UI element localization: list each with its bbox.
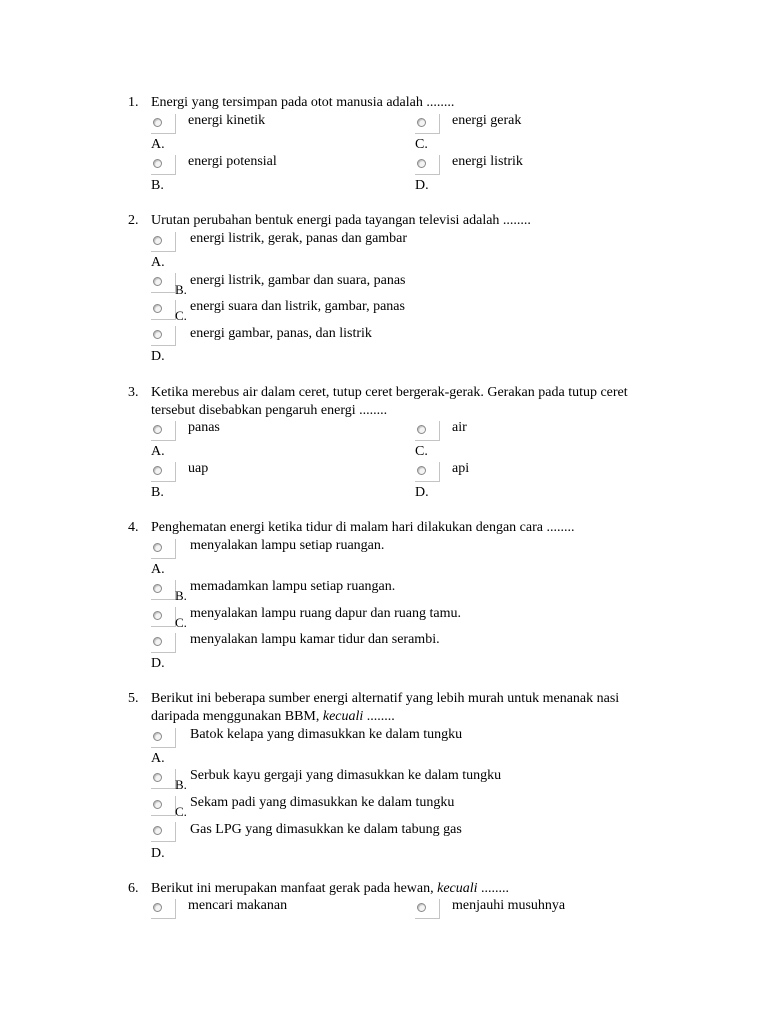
option-letter-d: D. <box>151 656 165 671</box>
option-letter-d: D. <box>151 846 165 861</box>
radio-option-d[interactable] <box>415 155 440 175</box>
radio-option-b[interactable] <box>151 155 176 175</box>
question-text-emphasis: kecuali <box>437 881 478 896</box>
radio-option-a[interactable] <box>151 114 176 134</box>
option-label-b: energi listrik, gambar dan suara, panas <box>190 273 406 288</box>
question-text <box>151 880 509 897</box>
radio-circle-icon <box>153 611 162 620</box>
radio-option-a[interactable] <box>151 232 176 252</box>
option-letter-b: B. <box>175 282 187 297</box>
question-text-pre: Berikut ini merupakan manfaat gerak pada hewan, <box>151 881 438 896</box>
question-text: Energi yang tersimpan pada otot manusia adalah ........ <box>151 95 455 110</box>
option-letter-d: D. <box>151 349 165 364</box>
radio-circle-icon <box>417 466 426 475</box>
option-label-a: panas <box>188 420 220 435</box>
option-label-b: energi potensial <box>188 154 277 169</box>
question-number: 1. <box>128 95 139 110</box>
radio-circle-icon <box>153 903 162 912</box>
question-text-line-1: Berikut ini beberapa sumber energi alternatif yang lebih murah untuk menanak nasi <box>151 691 620 706</box>
option-letter-c: C. <box>415 444 428 459</box>
question-text-line-2: tersebut disebabkan pengaruh energi ........ <box>151 403 388 418</box>
question-text-post: ........ <box>363 709 395 724</box>
option-letter-d: D. <box>415 178 429 193</box>
option-label-a: energi kinetik <box>188 113 266 128</box>
option-label-b: uap <box>188 461 209 476</box>
radio-circle-icon <box>417 425 426 434</box>
question-number: 5. <box>128 691 139 706</box>
option-letter-c: C. <box>415 137 428 152</box>
option-letter-c: C. <box>175 308 187 323</box>
question-number: 6. <box>128 881 139 896</box>
radio-circle-icon <box>153 304 162 313</box>
radio-circle-icon <box>153 118 162 127</box>
option-letter-b: B. <box>151 485 164 500</box>
radio-option-c[interactable] <box>415 899 440 919</box>
question-number: 4. <box>128 520 139 535</box>
option-letter-d: D. <box>415 485 429 500</box>
option-label-c: menjauhi musuhnya <box>452 898 566 913</box>
radio-circle-icon <box>417 903 426 912</box>
option-letter-b: B. <box>175 588 187 603</box>
radio-circle-icon <box>153 425 162 434</box>
radio-option-a[interactable] <box>151 421 176 441</box>
radio-option-d[interactable] <box>415 462 440 482</box>
option-letter-a: A. <box>151 137 165 152</box>
option-label-d: energi listrik <box>452 154 523 169</box>
option-label-c: Sekam padi yang dimasukkan ke dalam tungku <box>190 795 455 810</box>
question-text: Penghematan energi ketika tidur di malam hari dilakukan dengan cara ........ <box>151 520 575 535</box>
radio-option-a[interactable] <box>151 728 176 748</box>
option-letter-b: B. <box>175 777 187 792</box>
option-label-a: energi listrik, gerak, panas dan gambar <box>190 231 408 246</box>
radio-option-d[interactable] <box>151 326 176 346</box>
question-text-line-1: Ketika merebus air dalam ceret, tutup ceret bergerak-gerak. Gerakan pada tutup ceret <box>151 385 628 400</box>
radio-option-c[interactable] <box>151 607 176 627</box>
option-label-d: api <box>452 461 470 476</box>
radio-circle-icon <box>153 826 162 835</box>
radio-option-c[interactable] <box>415 114 440 134</box>
question-number: 2. <box>128 213 139 228</box>
option-label-d: menyalakan lampu kamar tidur dan serambi. <box>190 632 440 647</box>
radio-circle-icon <box>153 773 162 782</box>
option-label-b: memadamkan lampu setiap ruangan. <box>190 579 396 594</box>
option-label-c: energi gerak <box>452 113 522 128</box>
option-letter-a: A. <box>151 751 165 766</box>
question-text-line-2 <box>151 708 395 725</box>
radio-circle-icon <box>153 637 162 646</box>
option-label-b: Serbuk kayu gergaji yang dimasukkan ke dalam tungku <box>190 768 502 783</box>
option-letter-a: A. <box>151 562 165 577</box>
option-letter-b: B. <box>151 178 164 193</box>
option-label-c: energi suara dan listrik, gambar, panas <box>190 299 405 314</box>
option-label-c: air <box>452 420 467 435</box>
option-label-c: menyalakan lampu ruang dapur dan ruang tamu. <box>190 606 461 621</box>
radio-circle-icon <box>417 159 426 168</box>
radio-option-a[interactable] <box>151 539 176 559</box>
option-letter-a: A. <box>151 255 165 270</box>
radio-option-c[interactable] <box>415 421 440 441</box>
question-text-post: ........ <box>477 881 510 896</box>
radio-circle-icon <box>153 466 162 475</box>
radio-option-a[interactable] <box>151 899 176 919</box>
radio-circle-icon <box>153 159 162 168</box>
option-letter-c: C. <box>175 804 187 819</box>
radio-circle-icon <box>153 236 162 245</box>
option-label-d: Gas LPG yang dimasukkan ke dalam tabung gas <box>190 822 462 837</box>
option-label-a: Batok kelapa yang dimasukkan ke dalam tungku <box>190 727 463 742</box>
question-text: Urutan perubahan bentuk energi pada tayangan televisi adalah ........ <box>151 213 531 228</box>
radio-circle-icon <box>153 732 162 741</box>
question-text-emphasis: kecuali <box>322 709 364 724</box>
radio-circle-icon <box>153 800 162 809</box>
radio-circle-icon <box>153 277 162 286</box>
radio-option-c[interactable] <box>151 300 176 320</box>
radio-option-b[interactable] <box>151 580 176 600</box>
question-text-pre: daripada menggunakan BBM, <box>151 709 323 724</box>
radio-option-d[interactable] <box>151 633 176 653</box>
option-label-d: energi gambar, panas, dan listrik <box>190 326 372 341</box>
option-label-a: menyalakan lampu setiap ruangan. <box>190 538 385 553</box>
option-label-a: mencari makanan <box>188 898 288 913</box>
option-letter-c: C. <box>175 615 187 630</box>
radio-option-b[interactable] <box>151 462 176 482</box>
option-letter-a: A. <box>151 444 165 459</box>
radio-circle-icon <box>153 584 162 593</box>
radio-option-d[interactable] <box>151 822 176 842</box>
radio-option-b[interactable] <box>151 273 176 293</box>
radio-option-b[interactable] <box>151 769 176 789</box>
question-number: 3. <box>128 385 139 400</box>
radio-circle-icon <box>153 543 162 552</box>
radio-option-c[interactable] <box>151 796 176 816</box>
radio-circle-icon <box>153 330 162 339</box>
radio-circle-icon <box>417 118 426 127</box>
